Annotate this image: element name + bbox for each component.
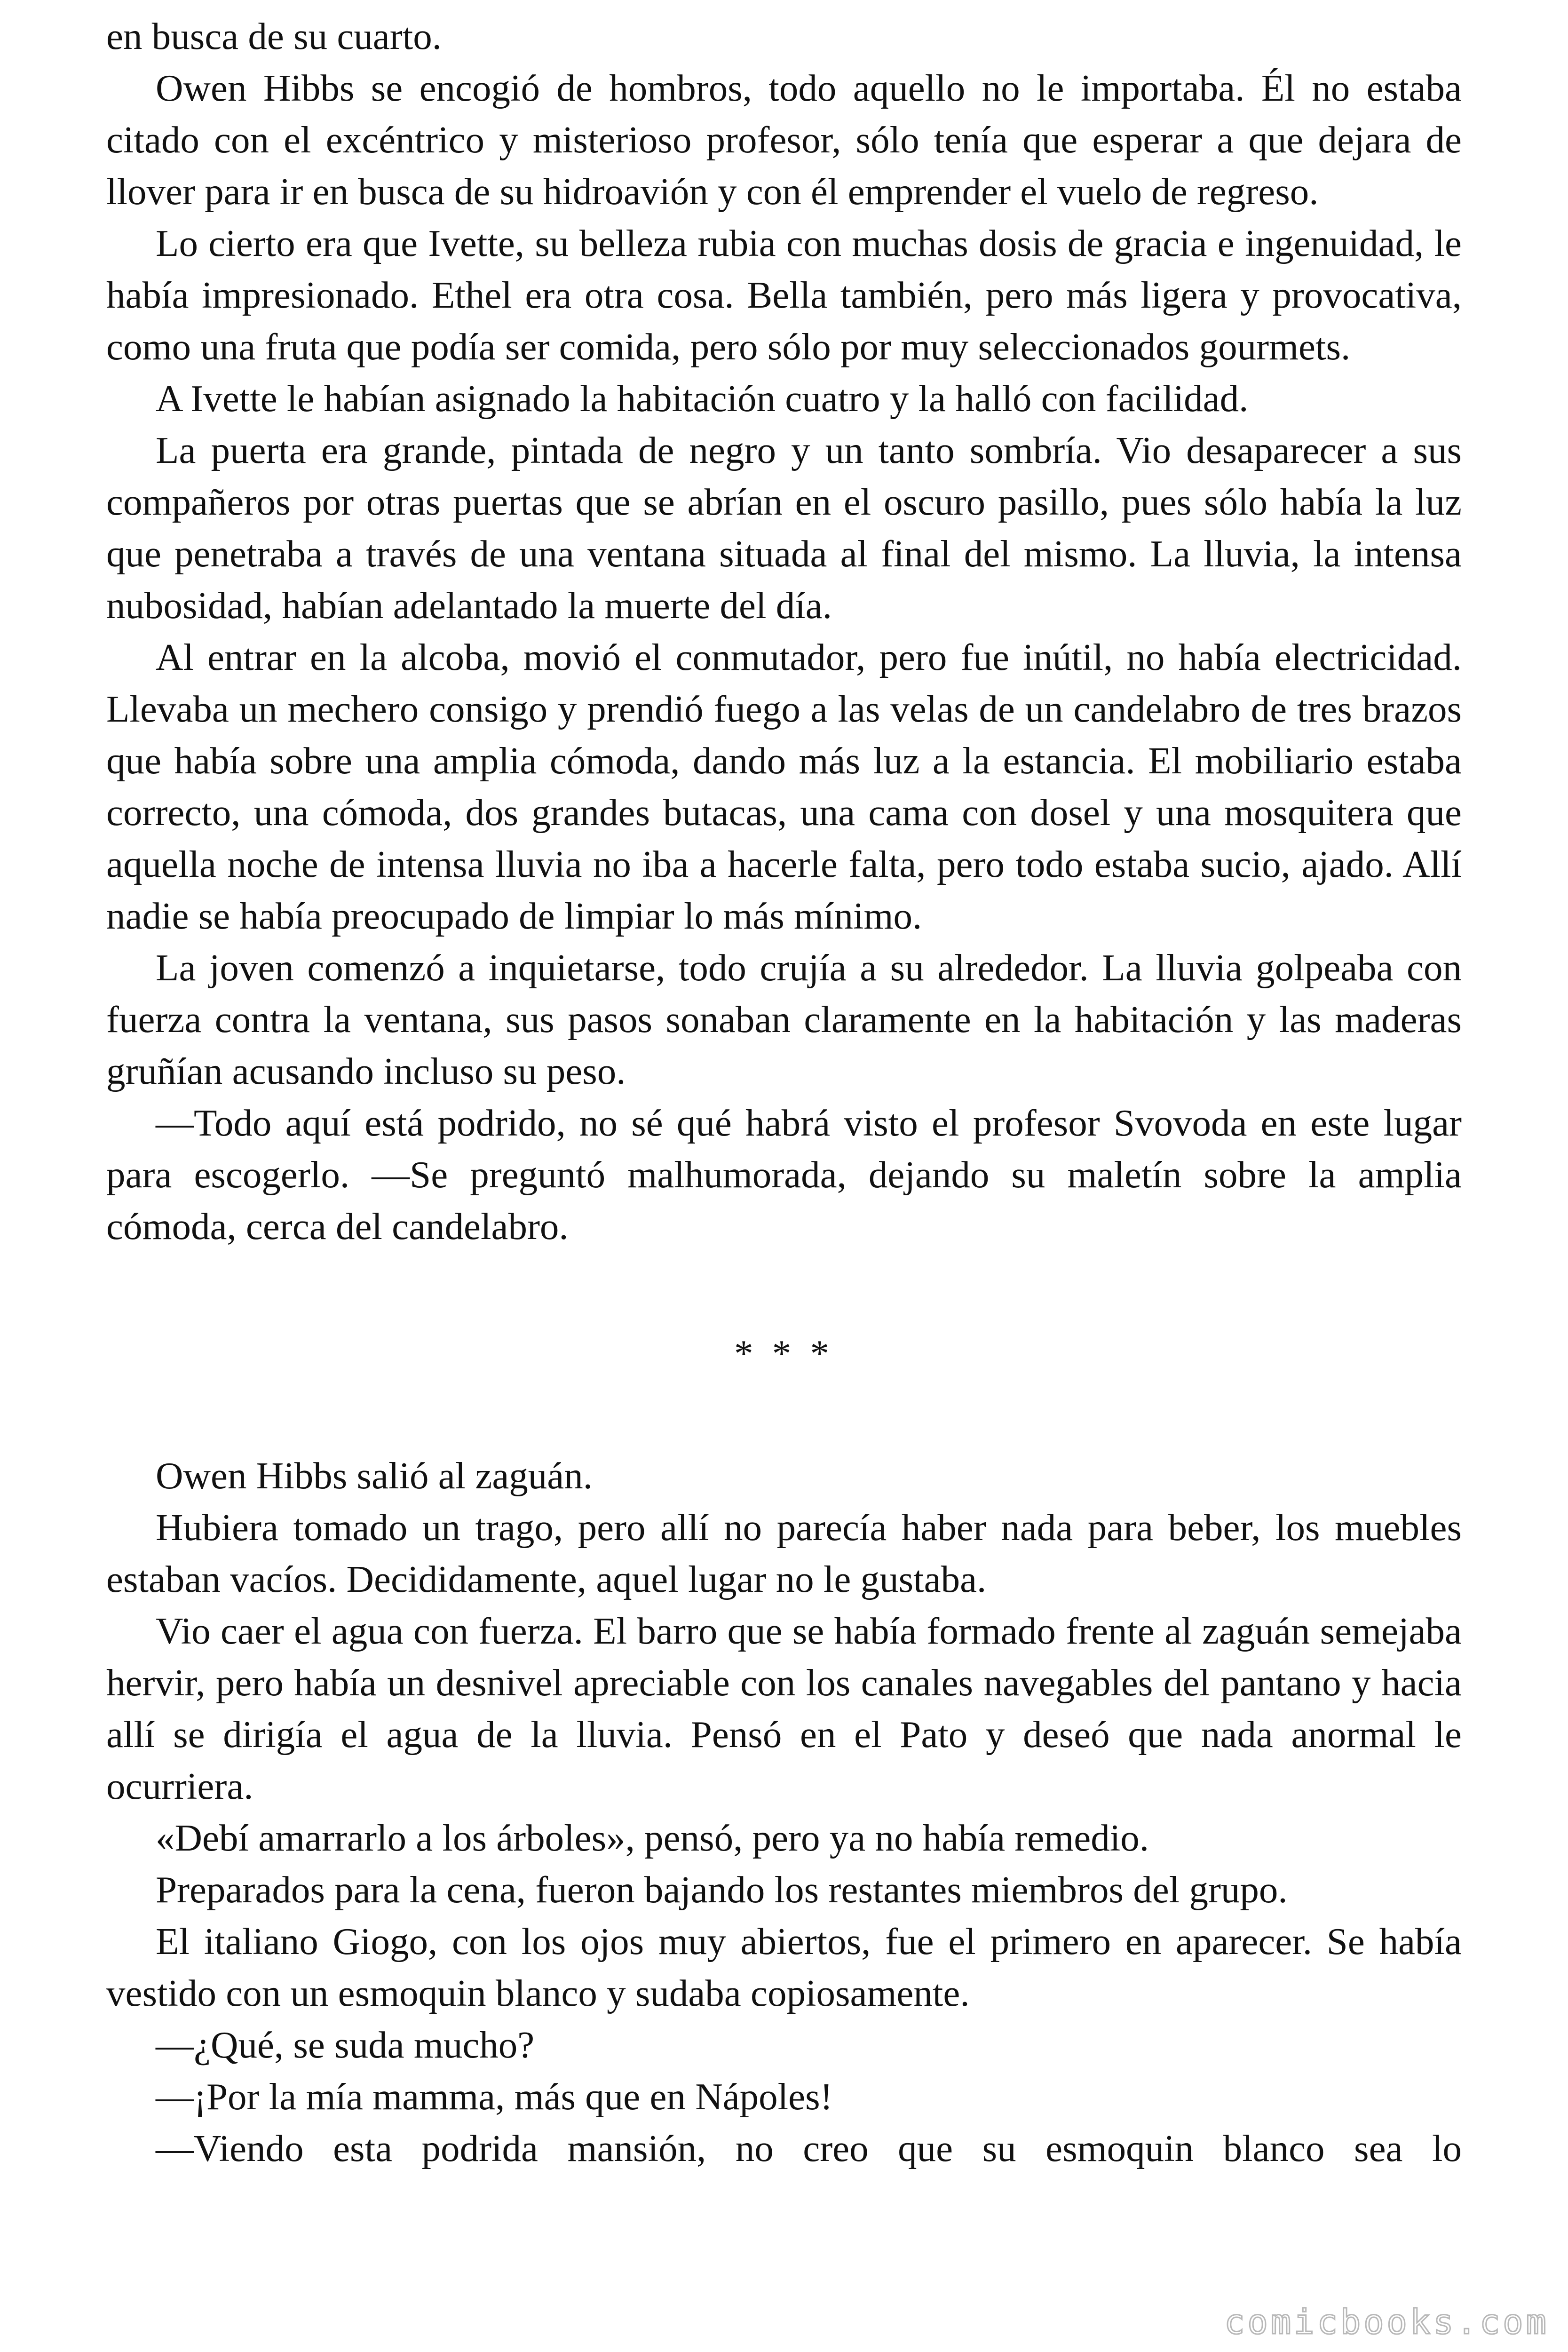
paragraph: Lo cierto era que Ivette, su belleza rubia con muchas dosis de gracia e ingenuidad, le había impresionado. Ethel era otra cosa. Bella también, pero más ligera y provocativa, como una fruta que podía ser comida, pero sólo por muy seleccionados gourmets. (106, 222, 1462, 368)
paragraph: —¡Por la mía mamma, más que en Nápoles! (156, 2075, 833, 2118)
watermark: comicbooks.com (1224, 2302, 1549, 2342)
paragraph: La joven comenzó a inquietarse, todo crujía a su alrededor. La lluvia golpeaba con fuerza contra la ventana, sus pasos sonaban claramente en la habitación y las maderas gruñían acusando incluso su peso. (106, 946, 1462, 1092)
book-page (106, 10, 1462, 2174)
paragraph: El italiano Giogo, con los ojos muy abiertos, fue el primero en aparecer. Se había vestido con un esmoquin blanco y sudaba copiosamente. (106, 1920, 1462, 2014)
paragraph: en busca de su cuarto. (106, 15, 442, 57)
paragraph: A Ivette le habían asignado la habitación cuatro y la halló con facilidad. (156, 377, 1249, 420)
paragraph: La puerta era grande, pintada de negro y un tanto sombría. Vio desaparecer a sus compañeros por otras puertas que se abrían en el oscuro pasillo, pues sólo había la luz que penetraba a través de una ventana situada al final del mismo. La lluvia, la intensa nubosidad, habían adelantado la muerte del día. (106, 429, 1462, 627)
paragraph: Owen Hibbs se encogió de hombros, todo aquello no le importaba. Él no estaba citado con el excéntrico y misterioso profesor, sólo tenía que esperar a que dejara de llover para ir en busca de su hidroavión y con él emprender el vuelo de regreso. (106, 67, 1462, 213)
paragraph: —Viendo esta podrida mansión, no creo que su esmoquin blanco sea lo (156, 2127, 1462, 2169)
section-separator: * * * (734, 1332, 834, 1375)
paragraph: Hubiera tomado un trago, pero allí no parecía haber nada para beber, los muebles estaban vacíos. Decididamente, aquel lugar no le gustaba. (106, 1506, 1462, 1600)
paragraph: Preparados para la cena, fueron bajando los restantes miembros del grupo. (156, 1868, 1288, 1911)
paragraph: Al entrar en la alcoba, movió el conmutador, pero fue inútil, no había electricidad. Llevaba un mechero consigo y prendió fuego a las velas de un candelabro de tres brazos que había sobre una amplia cómoda, dando más luz a la estancia. El mobiliario estaba correcto, una cómoda, dos grandes butacas, una cama con dosel y una mosquitera que aquella noche de intensa lluvia no iba a hacerle falta, pero todo estaba sucio, ajado. Allí nadie se había preocupado de limpiar lo más mínimo. (106, 636, 1462, 937)
paragraph: —¿Qué, se suda mucho? (156, 2024, 535, 2066)
paragraph: —Todo aquí está podrido, no sé qué habrá visto el profesor Svovoda en este lugar para escogerlo. —Se preguntó malhumorada, dejando su maletín sobre la amplia cómoda, cerca del candelabro. (106, 1102, 1462, 1248)
paragraph: Owen Hibbs salió al zaguán. (156, 1454, 593, 1497)
paragraph: Vio caer el agua con fuerza. El barro que se había formado frente al zaguán semejaba hervir, pero había un desnivel apreciable con los canales navegables del pantano y hacia allí se dirigía el agua de la lluvia. Pensó en el Pato y deseó que nada anormal le ocurriera. (106, 1610, 1462, 1807)
paragraph: «Debí amarrarlo a los árboles», pensó, pero ya no había remedio. (156, 1817, 1149, 1859)
